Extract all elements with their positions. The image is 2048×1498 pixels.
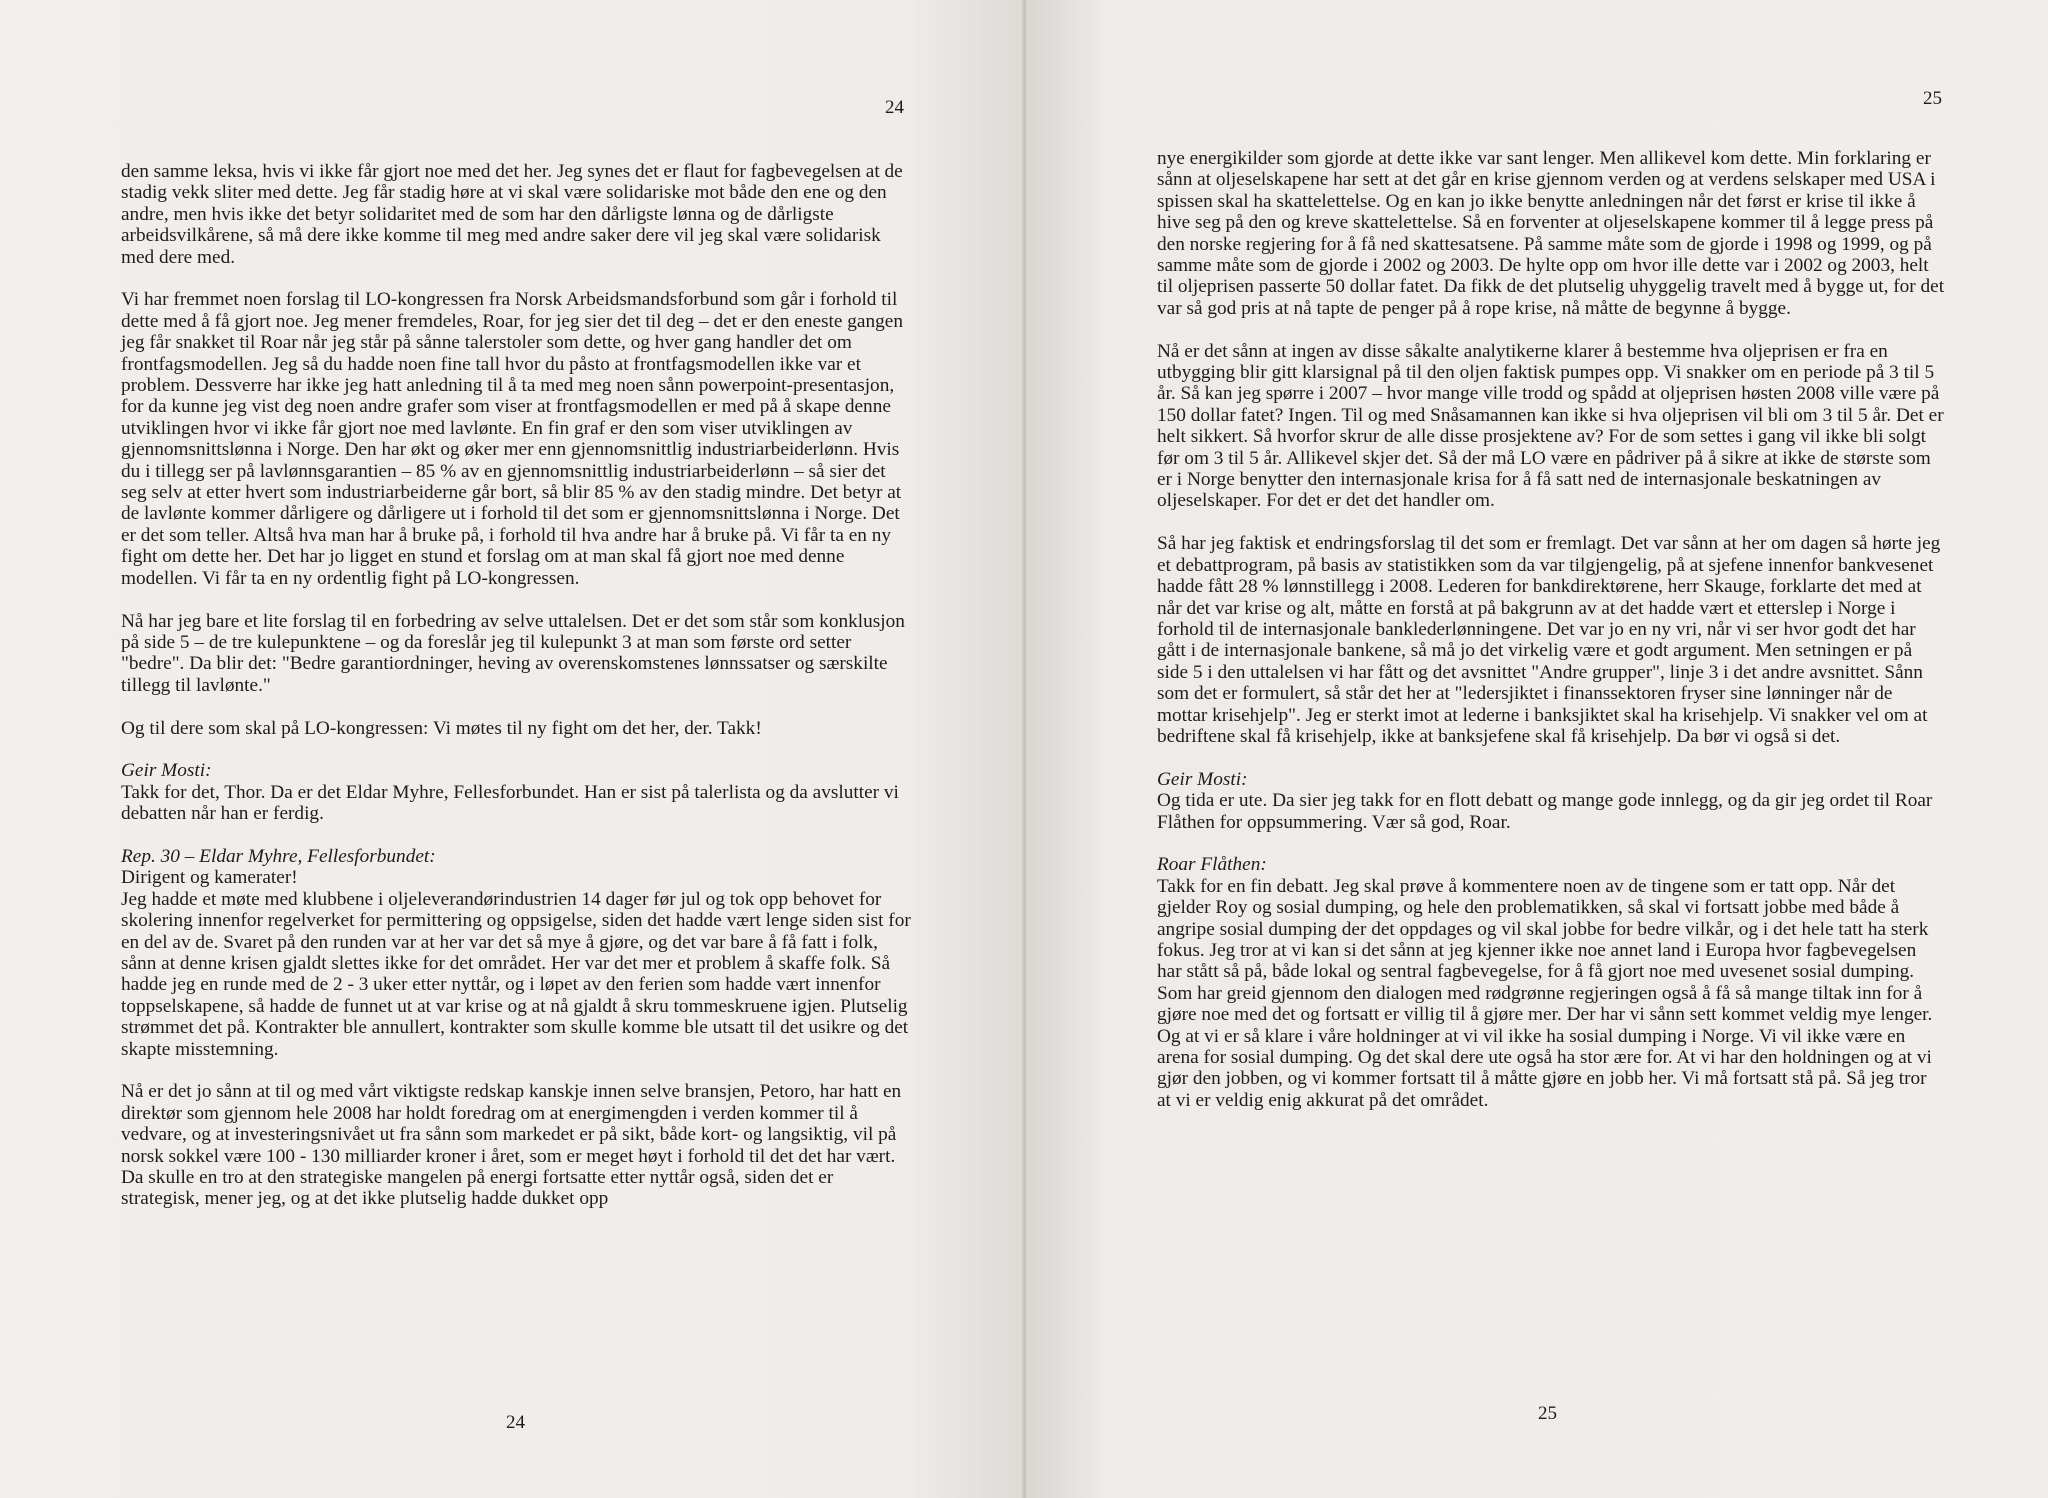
- paragraph-text: Nå har jeg bare et lite forslag til en forbedring av selve uttalelsen. Det er det som står som konklusjon på side 5 – de tre kulepunktene – og da foreslår jeg til kulepunkt 3 at man som første ord setter "bedre". Da blir det: "Bedre garantiordninger, heving av overenskomstenes lønnssatser og særskilte tillegg til lavlønte.": [121, 610, 905, 696]
- paragraph-text: Og tida er ute. Da sier jeg takk for en flott debatt og mange gode innlegg, og da gir jeg ordet til Roar Flåthen for oppsummering. Vær så god, Roar.: [1157, 790, 1933, 833]
- paragraph: [121, 1081, 911, 1209]
- paragraph-text: Dirigent og kamerater! Jeg hadde et møte med klubbene i oljeleverandørindustrien 14 dager før jul og tok opp behovet for skolering innenfor regelverket for permittering og oppsigelse, siden det hadde vært lenge siden sist for en del av de. Svaret på den runden var at her var det så mye å gjøre, og det var bare å få fatt i folk, sånn at denne krisen gjaldt slettes ikke for det området. Her var det mer et problem å skaffe folk. Så hadde jeg en runde med de 2 - 3 uker etter nyttår, og i løpet av den ferien som hadde vært innenfor toppselskapene, så hadde de funnet ut at var krise og at nå gjaldt å skru tommeskruene igjen. Plutselig strømmet det på. Kontrakter ble annullert, kontrakter som skulle komme ble utsatt til det usikre og det skapte misstemning.: [121, 867, 911, 1060]
- page-number-bottom: 24: [506, 1412, 525, 1433]
- paragraph: [121, 289, 911, 589]
- page-number-top: 25: [1923, 88, 1942, 109]
- paragraph: [121, 611, 911, 697]
- page-body: [1157, 148, 1945, 1133]
- paragraph-text: nye energikilder som gjorde at dette ikke var sant lenger. Men allikevel kom dette. Min forklaring er sånn at oljeselskapene har sett at det går en krise gjennom verden og at verdens selskaper med USA i spissen skal ha skattelettelse. Og en kan jo ikke benytte anledningen når det først er krise til ikke å hive seg på den og kreve skattelettelse. Så en forventer at oljeselskapene kommer til å legge press på den norske regjering for å få ned skattesatsene. På samme måte som de gjorde i 1998 og 1999, og på samme måte som de gjorde i 2002 og 2003. De hylte opp om hvor ille dette var i 2002 og 2003, helt til oljeprisen passerte 50 dollar fatet. Da fikk de det plutselig uhyggelig travelt med å bygge ut, for det var så god pris at nå tapte de penger på å rope krise, nå måtte de begynne å bygge.: [1157, 148, 1945, 319]
- page-number-top: 24: [885, 97, 904, 118]
- paragraph: [121, 846, 911, 1060]
- paragraph-text: Nå er det sånn at ingen av disse såkalte analytikerne klarer å bestemme hva oljeprisen er fra en utbygging blir gitt klarsignal på til den oljen faktisk pumpes opp. Vi snakker om en periode på 3 til 5 år. Så kan jeg spørre i 2007 – hvor mange ville trodd og spådd at oljeprisen høsten 2008 ville være på 150 dollar fatet? Ingen. Til og med Snåsamannen kan ikke si hva oljeprisen vil bli om 3 til 5 år. Det er helt sikkert. Så hvorfor skrur de alle disse prosjektene av? For de som settes i gang vil ikke bli solgt før om 3 til 5 år. Allikevel skjer det. Så der må LO være en pådriver på å sikre at ikke de største som er i Norge benytter den internasjonale krisa for å få satt ned de internasjonale beskatningen av oljeselskaper. For det er det det handler om.: [1157, 340, 1944, 512]
- paragraph-text: Nå er det jo sånn at til og med vårt viktigste redskap kanskje innen selve bransjen, Petoro, har hatt en direktør som gjennom hele 2008 har holdt foredrag om at energimengden i verden kommer til å vedvare, og at investeringsnivået ut fra sånn som markedet er på sikt, både kort- og langsiktig, vil på norsk sokkel være 100 - 130 milliarder kroner i året, som er meget høyt i forhold til det det har vært. Da skulle en tro at den strategiske mangelen på energi fortsatte etter nyttår også, siden det er strategisk, mener jeg, og at det ikke plutselig hadde dukket opp: [121, 1081, 902, 1210]
- paragraph: [1157, 769, 1945, 833]
- paragraph: [121, 760, 911, 824]
- paragraph-text: Takk for en fin debatt. Jeg skal prøve å kommentere noen av de tingene som er tatt opp. Når det gjelder Roy og sosial dumping, og hele den problematikken, så skal vi fortsatt jobbe med både å angripe sosial dumping der det oppdages og vil skal jobbe for bedre vilkår, og i det hele tatt ha sterk fokus. Jeg tror at vi kan si det sånn at jeg kjenner ikke noe annet land i Europa hvor fagbevegelsen har stått så på, både lokal og sentral fagbevegelse, for å få gjort noe med uvesenet sosial dumping. Som har greid gjennom den dialogen med rødgrønne regjeringen også å få så mange tiltak inn for å gjøre noe med det og fortsatt er villig til å gjøre mer. Der har vi sånn sett kommet veldig mye lenger. Og at vi er så klare i våre holdninger at vi vil ikke ha sosial dumping i Norge. Vi vil ikke være en arena for sosial dumping. Og det skal dere ute også ha stor ære for. At vi har den holdningen og at vi gjør den jobben, og vi kommer fortsatt til å måtte gjøre en jobb her. Vi må fortsatt stå på. Så jeg tror at vi er veldig enig akkurat på det området.: [1157, 875, 1933, 1111]
- paragraph: [1157, 854, 1945, 1111]
- speaker-label: Geir Mosti:: [121, 760, 212, 782]
- paragraph-text: Og til dere som skal på LO-kongressen: Vi møtes til ny fight om det her, der. Takk!: [121, 717, 762, 739]
- speaker-label: Geir Mosti:: [1157, 768, 1248, 790]
- right-page: [1026, 0, 2048, 1498]
- paragraph: [1157, 341, 1945, 512]
- speaker-label: Rep. 30 – Eldar Myhre, Fellesforbundet:: [121, 845, 436, 867]
- paragraph-text: Vi har fremmet noen forslag til LO-kongressen fra Norsk Arbeidsmandsforbund som går i forhold til dette med å få gjort noe. Jeg mener fremdeles, Roar, for jeg sier det til deg – det er den eneste gangen jeg får snakket til Roar når jeg står på sånne talerstoler som dette, og hver gang handler det om frontfagsmodellen. Jeg så du hadde noen fine tall hvor du påsto at frontfagsmodellen ikke var et problem. Dessverre har ikke jeg hatt anledning til å ta med meg noen sånn powerpoint-presentasjon, for da kunne jeg vist deg noen andre grafer som viser at frontfagsmodellen er med på å skape denne utviklingen hvor vi ikke får gjort noe med lavlønte. En fin graf er den som viser utviklingen av gjennomsnittslønna i Norge. Den har økt og øker mer enn gjennomsnittlig industriarbeiderlønn. Hvis du i tillegg ser på lavlønnsgarantien – 85 % av en gjennomsnittlig industriarbeiderlønn – så sier det seg selv at etter hvert som industriarbeiderne går bort, så blir 85 % av den stadig mindre. Det betyr at de lavlønte kommer dårligere og dårligere ut i forhold til det som er gjennomsnittslønna i Norge. Det er det som teller. Altså hva man har å bruke på, i forhold til hva andre har å bruke på. Vi får ta en ny fight om dette her. Det har jo ligget en stund et forslag om at man skal få gjort noe med denne modellen. Vi får ta en ny ordentlig fight på LO-kongressen.: [121, 289, 903, 589]
- speaker-label: Roar Flåthen:: [1157, 854, 1267, 876]
- page-number-bottom: 25: [1538, 1403, 1557, 1424]
- paragraph-text: Så har jeg faktisk et endringsforslag til det som er fremlagt. Det var sånn at her om dagen så hørte jeg et debattprogram, på basis av statistikken som da var tilgjengelig, på at sjefene innenfor bankvesenet hadde fått 28 % lønnstillegg i 2008. Lederen for bankdirektørene, herr Skauge, forklarte det med at når det var krise og alt, måtte en forstå at på bakgrunn av at det hadde vært et etterslep i Norge i forhold til de internasjonale banklederlønningene. Det var jo en ny vri, når vi ser hvor godt det har gått i de internasjonale bankene, så må jo det virkelig være et godt argument. Men setningen er på side 5 i den uttalelsen vi har fått og det avsnittet "Andre grupper", linje 3 i det andre avsnittet. Sånn som det er formulert, så står det her at "ledersjiktet i finanssektoren fryser sine lønninger når de mottar krisehjelp". Jeg er sterkt imot at lederne i banksjiktet skal ha krisehjelp. Vi snakker vel om at bedriftene skal få krisehjelp, ikke at banksjefene skal få krisehjelp. Da bør vi også si det.: [1157, 533, 1941, 747]
- page-body: [121, 161, 911, 1231]
- paragraph-text: Takk for det, Thor. Da er det Eldar Myhre, Fellesforbundet. Han er sist på talerlista og da avslutter vi debatten når han er ferdig.: [121, 781, 899, 825]
- paragraph: [121, 718, 911, 739]
- paragraph: [1157, 533, 1945, 747]
- paragraph: [1157, 148, 1945, 319]
- paragraph: [121, 161, 911, 268]
- paragraph-text: den samme leksa, hvis vi ikke får gjort noe med det her. Jeg synes det er flaut for fagbevegelsen at de stadig vekk sliter med dette. Jeg får stadig høre at vi skal være solidariske mot både den ene og den andre, men hvis ikke det betyr solidaritet med de som har den dårligste lønna og de dårligste arbeidsvilkårene, så må dere ikke komme til meg med andre saker dere vil jeg skal være solidarisk med dere med.: [121, 161, 903, 268]
